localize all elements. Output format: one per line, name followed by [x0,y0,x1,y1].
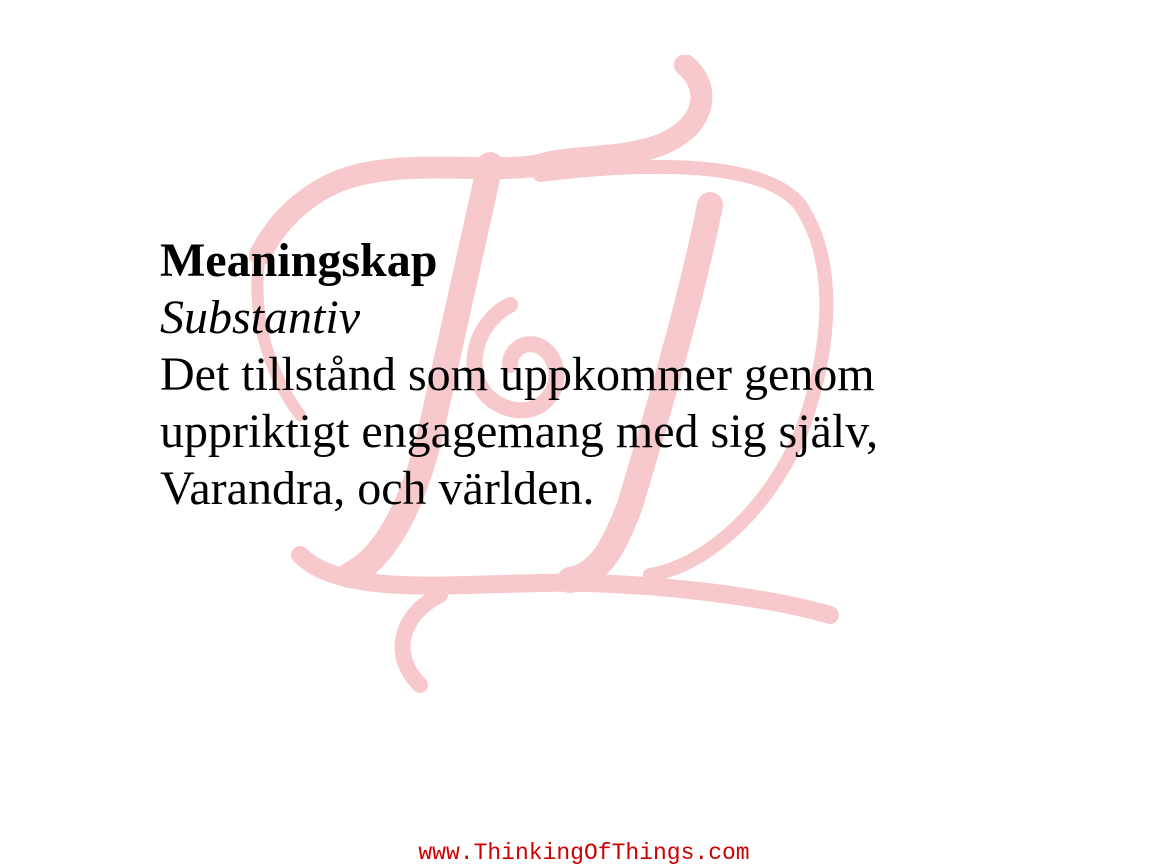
definition-line-2: uppriktigt engagemang med sig själv, [160,405,879,458]
footer-url: www.ThinkingOfThings.com [418,840,750,866]
term-heading: Meaningskap [160,234,438,287]
part-of-speech: Substantiv [160,291,360,344]
definition-line-1: Det tillstånd som uppkommer genom [160,348,875,401]
definition-block [160,232,878,517]
definition-line-3: Varandra, och världen. [160,462,595,515]
